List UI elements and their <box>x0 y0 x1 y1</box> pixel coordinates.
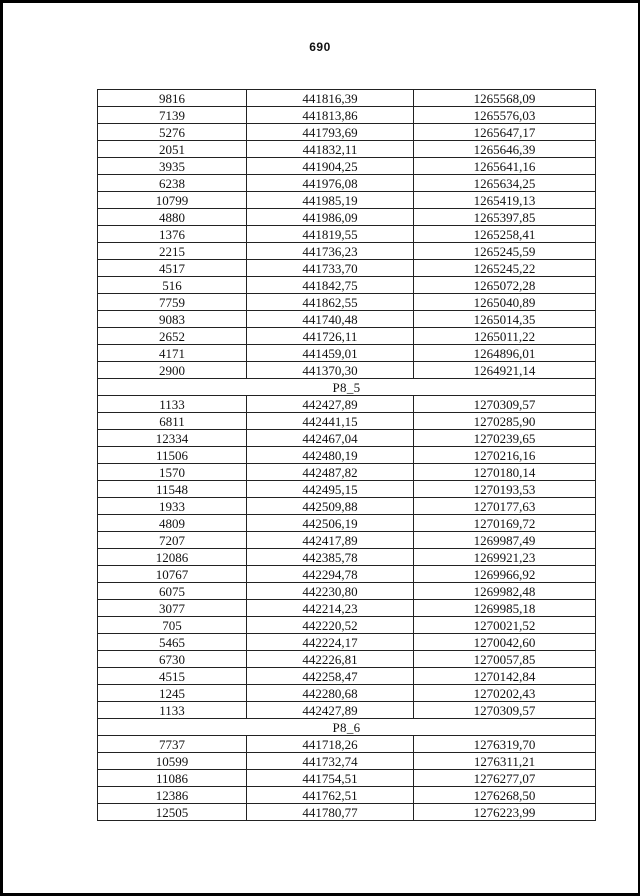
table-row <box>98 90 596 107</box>
point-id-cell: 10799 <box>98 192 247 209</box>
x-coordinate-cell: 441985,19 <box>247 192 414 209</box>
y-coordinate-cell: 1270202,43 <box>414 685 596 702</box>
point-id-cell: 12505 <box>98 804 247 821</box>
x-coordinate-cell: 442441,15 <box>247 413 414 430</box>
point-id-cell: 2652 <box>98 328 247 345</box>
x-coordinate-cell: 442487,82 <box>247 464 414 481</box>
table-row <box>98 770 596 787</box>
table-row <box>98 362 596 379</box>
table-row <box>98 311 596 328</box>
table-row <box>98 753 596 770</box>
table-row <box>98 498 596 515</box>
y-coordinate-cell: 1270057,85 <box>414 651 596 668</box>
y-coordinate-cell: 1276223,99 <box>414 804 596 821</box>
y-coordinate-cell: 1265397,85 <box>414 209 596 226</box>
x-coordinate-cell: 441732,74 <box>247 753 414 770</box>
table-row <box>98 532 596 549</box>
x-coordinate-cell: 442427,89 <box>247 396 414 413</box>
point-id-cell: 7759 <box>98 294 247 311</box>
table-row <box>98 685 596 702</box>
table-row <box>98 515 596 532</box>
table-row <box>98 651 596 668</box>
table-row <box>98 413 596 430</box>
y-coordinate-cell: 1265641,16 <box>414 158 596 175</box>
table-row <box>98 107 596 124</box>
table-row <box>98 243 596 260</box>
section-label: P8_5 <box>98 379 596 396</box>
page-number: 690 <box>309 40 331 54</box>
point-id-cell: 6811 <box>98 413 247 430</box>
x-coordinate-cell: 441862,55 <box>247 294 414 311</box>
coordinates-table-body <box>98 90 596 821</box>
x-coordinate-cell: 441832,11 <box>247 141 414 158</box>
x-coordinate-cell: 441726,11 <box>247 328 414 345</box>
x-coordinate-cell: 441740,48 <box>247 311 414 328</box>
y-coordinate-cell: 1270142,84 <box>414 668 596 685</box>
table-row <box>98 634 596 651</box>
y-coordinate-cell: 1265576,03 <box>414 107 596 124</box>
table-row <box>98 158 596 175</box>
x-coordinate-cell: 442294,78 <box>247 566 414 583</box>
table-row <box>98 141 596 158</box>
point-id-cell: 6238 <box>98 175 247 192</box>
x-coordinate-cell: 442509,88 <box>247 498 414 515</box>
x-coordinate-cell: 441986,09 <box>247 209 414 226</box>
point-id-cell: 9816 <box>98 90 247 107</box>
point-id-cell: 6730 <box>98 651 247 668</box>
y-coordinate-cell: 1270285,90 <box>414 413 596 430</box>
table-row <box>98 447 596 464</box>
scan-border-top <box>0 0 640 3</box>
y-coordinate-cell: 1269966,92 <box>414 566 596 583</box>
point-id-cell: 4515 <box>98 668 247 685</box>
x-coordinate-cell: 442280,68 <box>247 685 414 702</box>
x-coordinate-cell: 442214,23 <box>247 600 414 617</box>
x-coordinate-cell: 442220,52 <box>247 617 414 634</box>
point-id-cell: 3935 <box>98 158 247 175</box>
x-coordinate-cell: 441733,70 <box>247 260 414 277</box>
table-row <box>98 277 596 294</box>
point-id-cell: 7207 <box>98 532 247 549</box>
point-id-cell: 5276 <box>98 124 247 141</box>
y-coordinate-cell: 1265245,59 <box>414 243 596 260</box>
table-row <box>98 192 596 209</box>
y-coordinate-cell: 1265634,25 <box>414 175 596 192</box>
table-row <box>98 549 596 566</box>
y-coordinate-cell: 1270309,57 <box>414 396 596 413</box>
y-coordinate-cell: 1270239,65 <box>414 430 596 447</box>
point-id-cell: 1133 <box>98 702 247 719</box>
point-id-cell: 10599 <box>98 753 247 770</box>
x-coordinate-cell: 442480,19 <box>247 447 414 464</box>
x-coordinate-cell: 442226,81 <box>247 651 414 668</box>
x-coordinate-cell: 441754,51 <box>247 770 414 787</box>
section-label: P8_6 <box>98 719 596 736</box>
scan-border-left <box>0 0 3 896</box>
point-id-cell: 7737 <box>98 736 247 753</box>
y-coordinate-cell: 1269985,18 <box>414 600 596 617</box>
y-coordinate-cell: 1276277,07 <box>414 770 596 787</box>
y-coordinate-cell: 1276319,70 <box>414 736 596 753</box>
table-row <box>98 600 596 617</box>
point-id-cell: 516 <box>98 277 247 294</box>
point-id-cell: 1245 <box>98 685 247 702</box>
table-row <box>98 209 596 226</box>
y-coordinate-cell: 1270042,60 <box>414 634 596 651</box>
x-coordinate-cell: 442467,04 <box>247 430 414 447</box>
y-coordinate-cell: 1265072,28 <box>414 277 596 294</box>
x-coordinate-cell: 442506,19 <box>247 515 414 532</box>
point-id-cell: 4171 <box>98 345 247 362</box>
table-row <box>98 787 596 804</box>
x-coordinate-cell: 442258,47 <box>247 668 414 685</box>
y-coordinate-cell: 1276311,21 <box>414 753 596 770</box>
x-coordinate-cell: 441718,26 <box>247 736 414 753</box>
y-coordinate-cell: 1265245,22 <box>414 260 596 277</box>
y-coordinate-cell: 1265040,89 <box>414 294 596 311</box>
point-id-cell: 7139 <box>98 107 247 124</box>
x-coordinate-cell: 442385,78 <box>247 549 414 566</box>
x-coordinate-cell: 442495,15 <box>247 481 414 498</box>
y-coordinate-cell: 1265568,09 <box>414 90 596 107</box>
x-coordinate-cell: 441813,86 <box>247 107 414 124</box>
table-row <box>98 583 596 600</box>
table-row <box>98 328 596 345</box>
point-id-cell: 2900 <box>98 362 247 379</box>
x-coordinate-cell: 441459,01 <box>247 345 414 362</box>
table-row <box>98 124 596 141</box>
table-row <box>98 481 596 498</box>
point-id-cell: 3077 <box>98 600 247 617</box>
y-coordinate-cell: 1264921,14 <box>414 362 596 379</box>
point-id-cell: 2215 <box>98 243 247 260</box>
table-row <box>98 736 596 753</box>
y-coordinate-cell: 1265419,13 <box>414 192 596 209</box>
point-id-cell: 2051 <box>98 141 247 158</box>
point-id-cell: 5465 <box>98 634 247 651</box>
y-coordinate-cell: 1265258,41 <box>414 226 596 243</box>
y-coordinate-cell: 1270169,72 <box>414 515 596 532</box>
x-coordinate-cell: 442224,17 <box>247 634 414 651</box>
table-row <box>98 617 596 634</box>
y-coordinate-cell: 1269921,23 <box>414 549 596 566</box>
table-row <box>98 260 596 277</box>
table-row <box>98 226 596 243</box>
x-coordinate-cell: 441793,69 <box>247 124 414 141</box>
y-coordinate-cell: 1276268,50 <box>414 787 596 804</box>
table-row <box>98 668 596 685</box>
point-id-cell: 6075 <box>98 583 247 600</box>
y-coordinate-cell: 1270021,52 <box>414 617 596 634</box>
y-coordinate-cell: 1265011,22 <box>414 328 596 345</box>
y-coordinate-cell: 1269982,48 <box>414 583 596 600</box>
point-id-cell: 9083 <box>98 311 247 328</box>
point-id-cell: 4517 <box>98 260 247 277</box>
table-row <box>98 464 596 481</box>
y-coordinate-cell: 1264896,01 <box>414 345 596 362</box>
y-coordinate-cell: 1265014,35 <box>414 311 596 328</box>
point-id-cell: 12386 <box>98 787 247 804</box>
section-header-row <box>98 379 596 396</box>
coordinates-table <box>97 89 596 821</box>
y-coordinate-cell: 1270180,14 <box>414 464 596 481</box>
point-id-cell: 11506 <box>98 447 247 464</box>
y-coordinate-cell: 1265646,39 <box>414 141 596 158</box>
point-id-cell: 1376 <box>98 226 247 243</box>
point-id-cell: 4809 <box>98 515 247 532</box>
x-coordinate-cell: 441842,75 <box>247 277 414 294</box>
section-header-row <box>98 719 596 736</box>
point-id-cell: 1933 <box>98 498 247 515</box>
table-row <box>98 430 596 447</box>
point-id-cell: 10767 <box>98 566 247 583</box>
point-id-cell: 12334 <box>98 430 247 447</box>
y-coordinate-cell: 1269987,49 <box>414 532 596 549</box>
x-coordinate-cell: 441762,51 <box>247 787 414 804</box>
x-coordinate-cell: 441819,55 <box>247 226 414 243</box>
x-coordinate-cell: 441736,23 <box>247 243 414 260</box>
y-coordinate-cell: 1270309,57 <box>414 702 596 719</box>
point-id-cell: 11548 <box>98 481 247 498</box>
y-coordinate-cell: 1270177,63 <box>414 498 596 515</box>
table-row <box>98 566 596 583</box>
table-row <box>98 175 596 192</box>
x-coordinate-cell: 441904,25 <box>247 158 414 175</box>
x-coordinate-cell: 442427,89 <box>247 702 414 719</box>
x-coordinate-cell: 441780,77 <box>247 804 414 821</box>
table-row <box>98 345 596 362</box>
y-coordinate-cell: 1270193,53 <box>414 481 596 498</box>
point-id-cell: 1133 <box>98 396 247 413</box>
table-row <box>98 702 596 719</box>
point-id-cell: 12086 <box>98 549 247 566</box>
x-coordinate-cell: 441816,39 <box>247 90 414 107</box>
table-row <box>98 396 596 413</box>
x-coordinate-cell: 442230,80 <box>247 583 414 600</box>
table-row <box>98 294 596 311</box>
point-id-cell: 1570 <box>98 464 247 481</box>
x-coordinate-cell: 442417,89 <box>247 532 414 549</box>
y-coordinate-cell: 1265647,17 <box>414 124 596 141</box>
x-coordinate-cell: 441370,30 <box>247 362 414 379</box>
x-coordinate-cell: 441976,08 <box>247 175 414 192</box>
point-id-cell: 705 <box>98 617 247 634</box>
point-id-cell: 4880 <box>98 209 247 226</box>
y-coordinate-cell: 1270216,16 <box>414 447 596 464</box>
point-id-cell: 11086 <box>98 770 247 787</box>
table-row <box>98 804 596 821</box>
